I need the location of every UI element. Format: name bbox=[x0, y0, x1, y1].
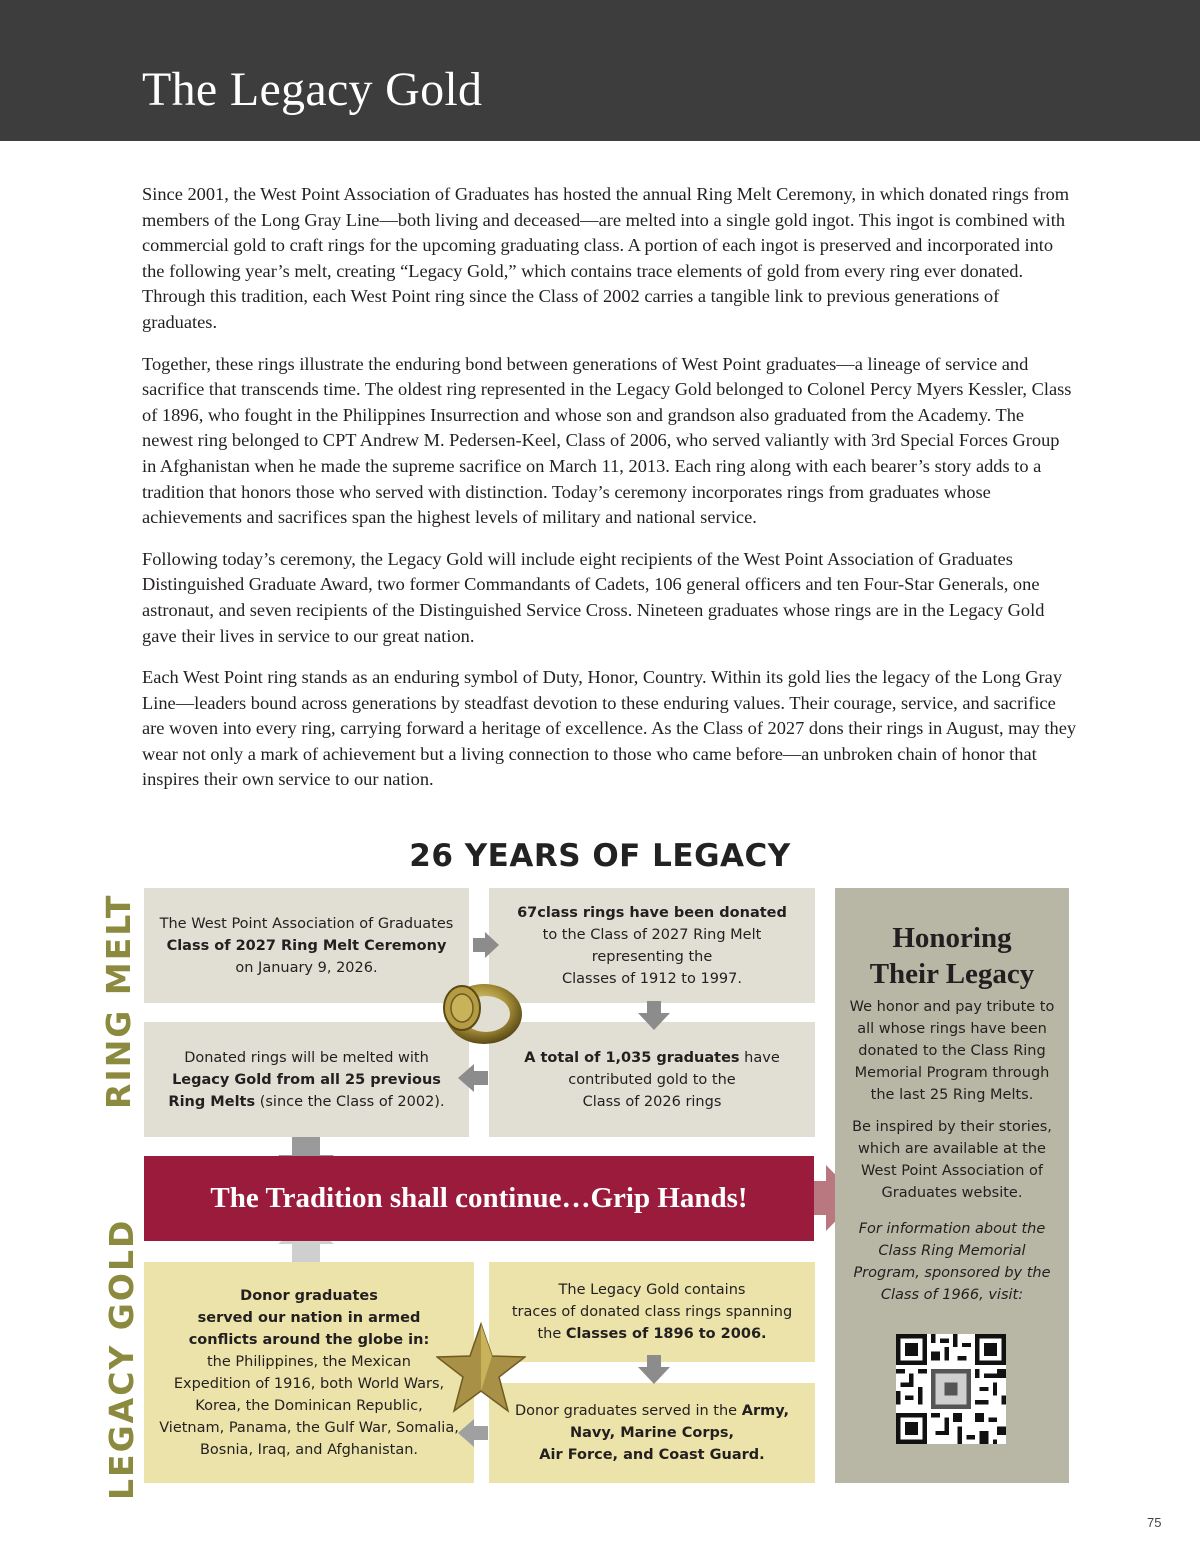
total-line: contributed gold to the bbox=[568, 1071, 736, 1088]
ring-melt-label: RING MELT bbox=[99, 893, 138, 1109]
branches-bold: Air Force, and Coast Guard. bbox=[539, 1447, 765, 1463]
conflicts-line: Expedition of 1916, both World Wars, bbox=[173, 1375, 445, 1392]
donated-line: representing the bbox=[591, 948, 713, 965]
tradition-banner bbox=[144, 1156, 814, 1241]
ceremony-box bbox=[144, 888, 469, 1003]
branches-bold: Navy, Marine Corps, bbox=[569, 1425, 735, 1441]
melted-bold: Legacy Gold from all 25 previous bbox=[172, 1071, 441, 1088]
ceremony-box-date: on January 9, 2026. bbox=[235, 959, 378, 976]
span-line: traces of donated class rings spanning bbox=[511, 1304, 793, 1320]
paragraph-2: Together, these rings illustrate the enduring bond between generations of West Point graduates—a lineage of service and sacrifice that transcends time. The oldest ring represented in the Legacy Gold belonged to Colonel Percy Myers Kessler, Class of 1896, who fought in the Philippines Insurrection and whose son and grandson also graduated from the Academy. The newest ring belonged to CPT Andrew M. Pedersen-Keel, Class of 2006, who served valiantly with 3rd Special Forces Group in Afghanistan when he made the supreme sacrifice on March 11, 2013. Each ring along with each bearer’s story adds to a tradition that honors those who served with distinction. Today’s ceremony incorporates rings from graduates whose achievements and sacrifices span the highest levels of military and national service. bbox=[142, 353, 1072, 528]
melted-line: (since the Class of 2002). bbox=[255, 1093, 445, 1110]
branches-box bbox=[489, 1383, 815, 1483]
qr-code-icon[interactable] bbox=[896, 1334, 1006, 1444]
arrow-down-icon bbox=[637, 1355, 671, 1385]
melted-line: Donated rings will be melted with bbox=[184, 1049, 429, 1066]
arrow-right-icon bbox=[471, 930, 501, 960]
total-graduates-bold: A total of 1,035 graduates bbox=[524, 1049, 740, 1066]
span-bold: Classes of 1896 to 2006. bbox=[565, 1326, 767, 1342]
honoring-text: We honor and pay tribute to all whose rings have been donated to the Class Ring Memorial Program through the last 25 Ring Melts. bbox=[849, 999, 1055, 1103]
article-body bbox=[142, 182, 1077, 809]
arrow-left-icon bbox=[456, 1063, 490, 1093]
conflicts-line: the Philippines, the Mexican bbox=[207, 1353, 411, 1370]
page-header bbox=[0, 0, 1200, 141]
paragraph-3: Following today’s ceremony, the Legacy Gold will include eight recipients of the West Point Association of Graduates Distinguished Graduate Award, two former Commandants of Cadets, 106 general officers and ten Four-Star Generals, one astronaut, and seven recipients of the Distinguished Service Cross. Nineteen graduates whose rings are in the Legacy Gold gave their lives in service to our great nation. bbox=[142, 548, 1045, 646]
infographic-title: 26 YEARS OF LEGACY bbox=[409, 838, 791, 874]
classes-span-box bbox=[489, 1262, 815, 1362]
paragraph-1: Since 2001, the West Point Association of Graduates has hosted the annual Ring Melt Ceremony, in which donated rings from members of the Long Gray Line—both living and deceased—are melted into a single gold ingot. This ingot is combined with commercial gold to craft rings for the upcoming graduating class. A portion of each ingot is preserved and incorporated into the following year’s melt, creating “Legacy Gold,” which contains trace elements of gold from every ring ever donated. Through this tradition, each West Point ring since the Class of 2002 carries a tangible link to previous generations of graduates. bbox=[142, 184, 1070, 332]
conflicts-box bbox=[144, 1262, 474, 1483]
class-ring-icon bbox=[436, 970, 526, 1050]
branches-line: Donor graduates served in the bbox=[514, 1403, 742, 1419]
span-line: the bbox=[537, 1326, 566, 1342]
conflicts-line: Korea, the Dominican Republic, bbox=[195, 1397, 423, 1414]
span-line: The Legacy Gold contains bbox=[558, 1282, 746, 1298]
page-title: The Legacy Gold bbox=[142, 63, 483, 116]
legacy-gold-label: LEGACY GOLD bbox=[102, 1218, 141, 1500]
donated-line: Classes of 1912 to 1997. bbox=[561, 970, 742, 987]
honoring-panel bbox=[835, 888, 1069, 1483]
conflicts-bold: conflicts around the globe in: bbox=[188, 1331, 430, 1348]
ceremony-box-line: The West Point Association of Graduates bbox=[159, 915, 454, 932]
conflicts-bold: served our nation in armed bbox=[197, 1309, 421, 1326]
total-line: Class of 2026 rings bbox=[582, 1093, 722, 1110]
arrow-down-icon bbox=[637, 1001, 671, 1031]
melted-with-box bbox=[144, 1022, 469, 1137]
honoring-title-line: Honoring bbox=[892, 922, 1012, 954]
conflicts-line: Bosnia, Iraq, and Afghanistan. bbox=[199, 1441, 419, 1458]
honoring-info: For information about the Class Ring Memorial Program, sponsored by the Class of 1966, visit: bbox=[853, 1221, 1051, 1303]
conflicts-line: Vietnam, Panama, the Gulf War, Somalia, bbox=[159, 1419, 459, 1436]
arrow-left-icon bbox=[456, 1418, 490, 1448]
donated-rings-box bbox=[489, 888, 815, 1003]
paragraph-4: Each West Point ring stands as an enduring symbol of Duty, Honor, Country. Within its gold lies the legacy of the Long Gray Line—leaders bound across generations by steadfast devotion to these enduring values. Their courage, service, and sacrifice are woven into every ring, carrying forward a heritage of excellence. As the Class of 2027 dons their rings in August, may they wear not only a mark of achievement but a living connection to those who came before—an unbroken chain of honor that inspires their own service to our nation. bbox=[142, 667, 1077, 790]
honoring-text: Be inspired by their stories, which are available at the West Point Association of Graduates website. bbox=[852, 1119, 1052, 1201]
total-graduates-box bbox=[489, 1022, 815, 1137]
conflicts-bold: Donor graduates bbox=[240, 1287, 378, 1304]
ceremony-box-bold: Class of 2027 Ring Melt Ceremony bbox=[166, 937, 447, 954]
star-icon bbox=[436, 1322, 526, 1414]
banner-text: The Tradition shall continue…Grip Hands! bbox=[210, 1182, 748, 1214]
branches-bold: Army, bbox=[741, 1403, 790, 1419]
donated-count: 67class rings have been donated bbox=[517, 904, 787, 921]
honoring-title bbox=[835, 920, 1069, 992]
melted-bold: Ring Melts bbox=[168, 1093, 256, 1110]
total-line: have bbox=[739, 1049, 780, 1066]
honoring-title-line: Their Legacy bbox=[869, 958, 1035, 990]
donated-line: to the Class of 2027 Ring Melt bbox=[542, 926, 762, 943]
page-number: 75 bbox=[1147, 1515, 1162, 1530]
